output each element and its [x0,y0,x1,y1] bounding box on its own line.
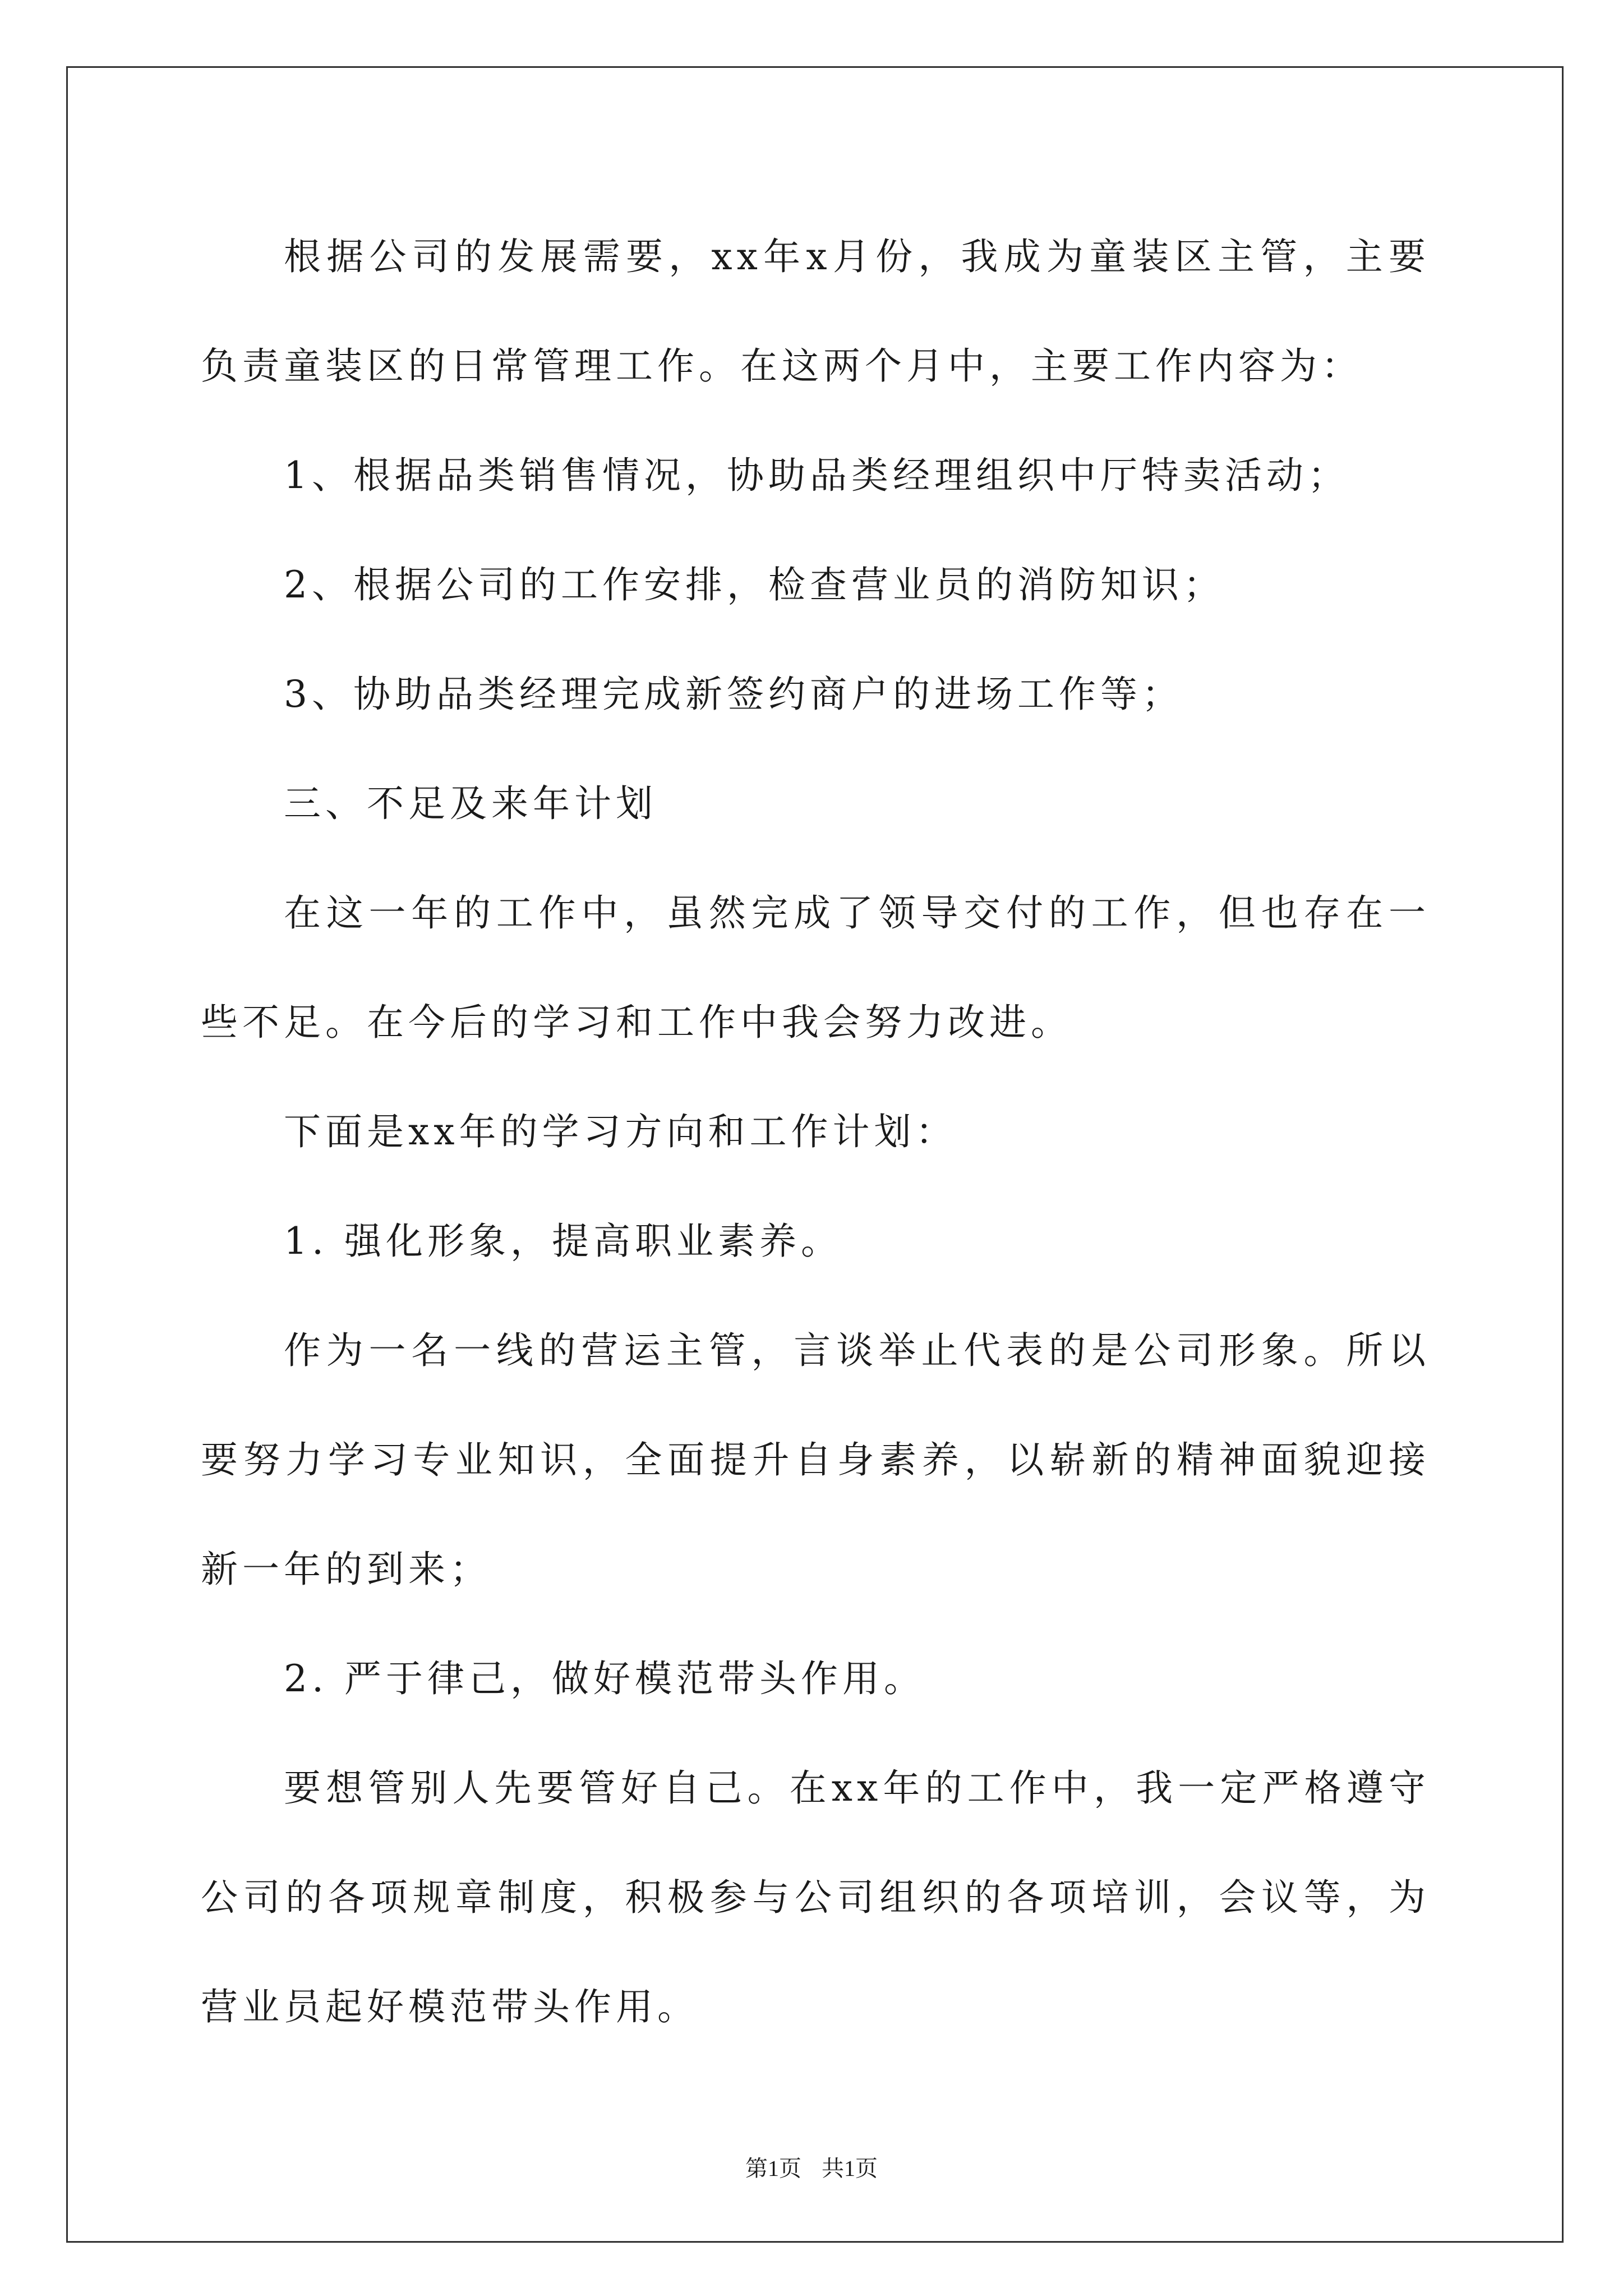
paragraph-item-2: 2、根据公司的工作安排，检查营业员的消防知识； [284,563,1225,606]
plan-item-1-body: 作为一名一线的营运主管，言谈举止代表的是公司形象。所以要努力学习专业知识，全面提升自身素养，以崭新的精神面貌迎接新一年的到来； [201,1329,1430,1591]
paragraph-item-3: 3、协助品类经理完成新签约商户的进场工作等； [284,673,1183,716]
plan-item-2-body: 要想管别人先要管好自己。在xx年的工作中，我一定严格遵守公司的各项规章制度，积极参与公司组织的各项培训，会议等，为营业员起好模范带头作用。 [201,1766,1430,2028]
section-heading: 三、不足及来年计划 [284,782,657,825]
paragraph-plan-intro: 下面是xx年的学习方向和工作计划： [284,1110,957,1153]
paragraph-shortcomings: 在这一年的工作中，虽然完成了领导交付的工作，但也存在一些不足。在今后的学习和工作中我会努力改进。 [201,891,1430,1044]
plan-item-1-title: 1. 强化形象，提高职业素养。 [284,1220,842,1263]
page-total: 共1页 [822,2156,878,2181]
page-number: 第1页 [745,2156,801,2181]
paragraph-intro: 根据公司的发展需要，xx年x月份，我成为童装区主管，主要负责童装区的日常管理工作。在这两个月中，主要工作内容为： [201,235,1430,388]
page-footer [0,2152,1623,2185]
paragraph-item-1: 1、根据品类销售情况，协助品类经理组织中厅特卖活动； [284,454,1349,497]
document-body [201,202,1430,2062]
plan-item-2-title: 2. 严于律己，做好模范带头作用。 [284,1657,925,1700]
